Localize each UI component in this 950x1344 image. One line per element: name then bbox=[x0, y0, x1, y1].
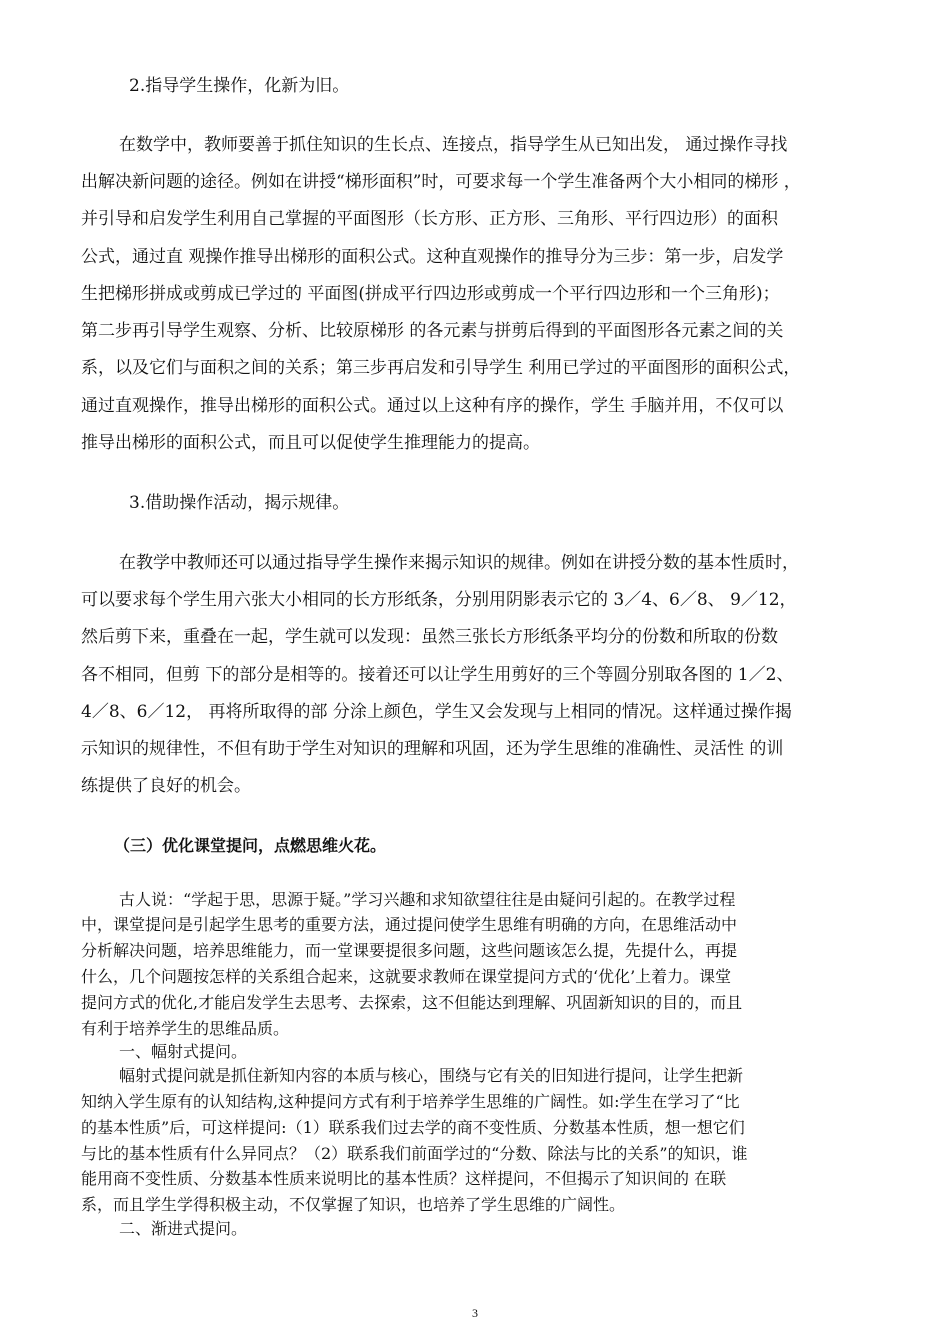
paragraph-line: 出解决新问题的途径。例如在讲授“梯形面积”时，可要求每一个学生准备两个大小相同的梯形 ， bbox=[81, 172, 801, 192]
paragraph-line: 示知识的规律性，不但有助于学生对知识的理解和巩固，还为学生思维的准确性、灵活性 的训 bbox=[81, 739, 784, 759]
page-number: 3 bbox=[472, 1306, 478, 1320]
section-heading-2: 2.指导学生操作，化新为旧。 bbox=[129, 76, 350, 96]
paragraph-line: 生把梯形拼成或剪成已学过的 平面图(拼成平行四边形或剪成一个平行四边形和一个三角形)； bbox=[81, 284, 780, 304]
paragraph-line: 公式，通过直 观操作推导出梯形的面积公式。这种直观操作的推导分为三步：第一步，启发学 bbox=[81, 247, 784, 267]
paragraph-line: 分析解决问题，培养思维能力，而一堂课要提很多问题，这些问题该怎么提，先提什么，再提 bbox=[81, 941, 738, 960]
paragraph-line: 的基本性质”后，可这样提问:（1）联系我们过去学的商不变性质、分数基本性质，想一想它们 bbox=[81, 1118, 745, 1137]
paragraph-line: 有利于培养学生的思维品质。 bbox=[81, 1019, 290, 1038]
paragraph-line: 并引导和启发学生利用自己掌握的平面图形（长方形、正方形、三角形、平行四边形）的面积 bbox=[81, 209, 778, 229]
subheading-progressive-question: 二、渐进式提问。 bbox=[119, 1219, 248, 1238]
paragraph-line: 什么，几个问题按怎样的关系组合起来，这就要求教师在课堂提问方式的‘优化’上着力。课堂 bbox=[81, 967, 732, 986]
subheading-radial-question: 一、幅射式提问。 bbox=[119, 1042, 248, 1061]
paragraph-line: 古人说：“学起于思，思源于疑。”学习兴趣和求知欲望往往是由疑问引起的。在教学过程 bbox=[119, 890, 736, 909]
section-heading-3: 3.借助操作活动，揭示规律。 bbox=[129, 493, 350, 513]
paragraph-line: 系，而且学生学得积极主动，不仅掌握了知识，也培养了学生思维的广阔性。 bbox=[81, 1195, 626, 1214]
paragraph-line: 幅射式提问就是抓住新知内容的本质与核心，围绕与它有关的旧知进行提问，让学生把新 bbox=[119, 1066, 744, 1085]
paragraph-line: 提问方式的优化,才能启发学生去思考、去探索，这不但能达到理解、巩固新知识的目的，而且 bbox=[81, 993, 743, 1012]
paragraph-line: 能用商不变性质、分数基本性质来说明比的基本性质？这样提问，不但揭示了知识间的 在联 bbox=[81, 1169, 727, 1188]
paragraph-line: 在教学中教师还可以通过指导学生操作来揭示知识的规律。例如在讲授分数的基本性质时， bbox=[119, 553, 799, 573]
paragraph-line: 与比的基本性质有什么异同点？（2）联系我们前面学过的“分数、除法与比的关系”的知识，谁 bbox=[81, 1144, 748, 1163]
paragraph-line: 练提供了良好的机会。 bbox=[81, 776, 251, 796]
section-heading-three: （三）优化课堂提问，点燃思维火花。 bbox=[114, 836, 387, 855]
paragraph-line: 4／8、6／12， 再将所取得的部 分涂上颜色，学生又会发现与上相同的情况。这样通过操作揭 bbox=[81, 702, 792, 722]
paragraph-line: 中，课堂提问是引起学生思考的重要方法，通过提问使学生思维有明确的方向，在思维活动中 bbox=[81, 915, 738, 934]
paragraph-line: 知纳入学生原有的认知结构,这种提问方式有利于培养学生思维的广阔性。如:学生在学习了“比 bbox=[81, 1092, 740, 1111]
paragraph-line: 通过直观操作，推导出梯形的面积公式。通过以上这种有序的操作，学生 手脑并用，不仅可以 bbox=[81, 396, 784, 416]
paragraph-line: 可以要求每个学生用六张大小相同的长方形纸条，分别用阴影表示它的 3／4、6／8、 9／12， bbox=[81, 590, 797, 610]
paragraph-line: 各不相同，但剪 下的部分是相等的。接着还可以让学生用剪好的三个等圆分别取各图的 1／2、 bbox=[81, 665, 794, 685]
paragraph-line: 系，以及它们与面积之间的关系；第三步再启发和引导学生 利用已学过的平面图形的面积公式， bbox=[81, 358, 801, 378]
paragraph-line: 然后剪下来，重叠在一起，学生就可以发现：虽然三张长方形纸条平均分的份数和所取的份数 bbox=[81, 627, 778, 647]
paragraph-line: 在数学中，教师要善于抓住知识的生长点、连接点，指导学生从已知出发， 通过操作寻找 bbox=[119, 135, 788, 155]
paragraph-line: 第二步再引导学生观察、分析、比较原梯形 的各元素与拼剪后得到的平面图形各元素之间的关 bbox=[81, 321, 784, 341]
paragraph-line: 推导出梯形的面积公式，而且可以促使学生推理能力的提高。 bbox=[81, 433, 540, 453]
